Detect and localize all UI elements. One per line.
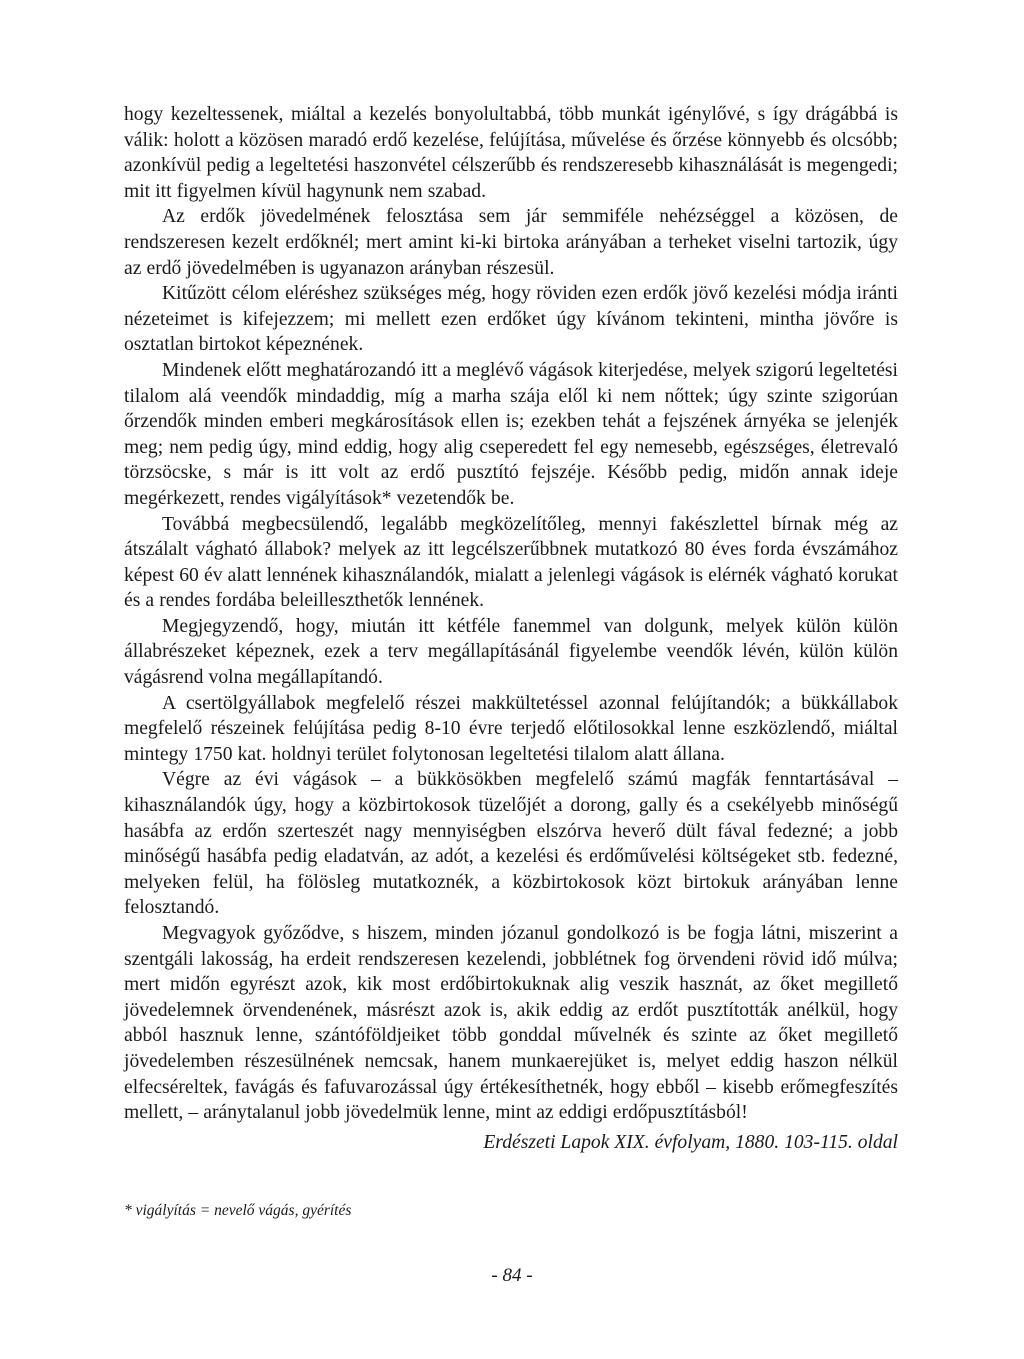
paragraph: Mindenek előtt meghatározandó itt a meglévő vágások kiterjedése, melyek szigorú legeltetési tilalom alá veendők mindaddig, míg a marha szája elől ki nem nőttek; úgy szinte szigorúan őrzendők minden emberi megkárosítások ellen is; ezekben tehát a fejszének árnyéka se jelenjék meg; nem pedig úgy, mind eddig, hogy alig cseperedett fel egy nemesebb, egészséges, életrevaló törzsöcske, s már is itt volt az erdő pusztító fejszéje. Később pedig, midőn annak ideje megérkezett, rendes vigályítások* vezetendők be. xyxy=(124,359,898,509)
document-body xyxy=(124,102,898,1156)
paragraph: A csertölgyállabok megfelelő részei makkültetéssel azonnal felújítandók; a bükkállabok megfelelő részeinek felújítása pedig 8-10 évre terjedő előtilosokkal lenne eszközlendő, miáltal mintegy 1750 kat. holdnyi terület folytonosan legeltetési tilalom alatt állana. xyxy=(124,692,898,765)
paragraph: Továbbá megbecsülendő, legalább megközelítőleg, mennyi fakészlettel bírnak még az átszálalt vágható állabok? melyek az itt legcélszerűbbnek mutatkozó 80 éves forda évszámához képest 60 év alatt lennének kihasználandók, mialatt a jelenlegi vágások is elérnék vágható korukat és a rendes fordába beleilleszthetők lennének. xyxy=(124,513,898,612)
paragraph: Megjegyzendő, hogy, miután itt kétféle fanemmel van dolgunk, melyek külön külön állabrészeket képeznek, ezek a terv megállapításánál figyelembe veendők lévén, külön külön vágásrend volna megállapítandó. xyxy=(124,615,898,689)
paragraph: Kitűzött célom eléréshez szükséges még, hogy röviden ezen erdők jövő kezelési módja iránti nézeteimet is kifejezzem; mi mellett ezen erdőket úgy kívánom tekinteni, mintha jövőre is osztatlan birtokot képeznének. xyxy=(124,283,898,356)
source-citation: Erdészeti Lapok XIX. évfolyam, 1880. 103-115. oldal xyxy=(483,1131,898,1153)
paragraph: Megvagyok győződve, s hiszem, minden józanul gondolkozó is be fogja látni, miszerint a szentgáli lakosság, ha erdeit rendszeresen kezelendi, jobblétnek fog örvendeni rövid idő múlva; mert midőn egyrészt azok, kik most erdőbirtokuknak alig veszik hasznát, az őket megillető jövedelemnek örvendenének, másrészt azok is, akik eddig az erdőt pusztították anélkül, hogy abból hasznuk lenne, szántóföldjeiket több gonddal művelnék és szinte az őket megillető jövedelemben részesülnének nemcsak, hanem munkaerejüket is, melyet eddig haszon nélkül elfecséreltek, favágás és fafuvarozással úgy értékesíthetnék, hogy ebből – kisebb erőmegfeszítés mellett, – aránytalanul jobb jövedelmük lenne, mint az eddigi erdőpusztításból! xyxy=(124,923,898,1124)
footnote: * vigályítás = nevelő vágás, gyérítés xyxy=(124,1202,352,1219)
paragraph: Végre az évi vágások – a bükkösökben megfelelő számú magfák fenntartásával – kihasználandók úgy, hogy a közbirtokosok tüzelőjét a dorong, gally és a csekélyebb minőségű hasábfa az erdőn szerteszét nagy mennyiségben elszórva heverő dült fával fedezné; a jobb minőségű hasábfa pedig eladatván, az adót, a kezelési és erdőművelési költségeket stb. fedezné, melyeken felül, ha fölösleg mutatkoznék, a közbirtokosok közt birtokuk arányában lenne felosztandó. xyxy=(124,769,898,919)
page-number: - 84 - xyxy=(491,1265,533,1286)
paragraph: hogy kezeltessenek, miáltal a kezelés bonyolultabbá, több munkát igénylővé, s így drágábbá is válik: holott a közösen maradó erdő kezelése, felújítása, művelése és őrzése könnyebb és olcsóbb; azonkívül pedig a legeltetési haszonvétel célszerűbb és rendszeresebb kihasználását is megengedi; mit itt figyelmen kívül hagynunk nem szabad. xyxy=(124,104,898,202)
paragraph: Az erdők jövedelmének felosztása sem jár semmiféle nehézséggel a közösen, de rendszeresen kezelt erdőknél; mert amint ki-ki birtoka arányában a terheket viselni tartozik, úgy az erdő jövedelmében is ugyanazon arányban részesül. xyxy=(124,206,898,279)
